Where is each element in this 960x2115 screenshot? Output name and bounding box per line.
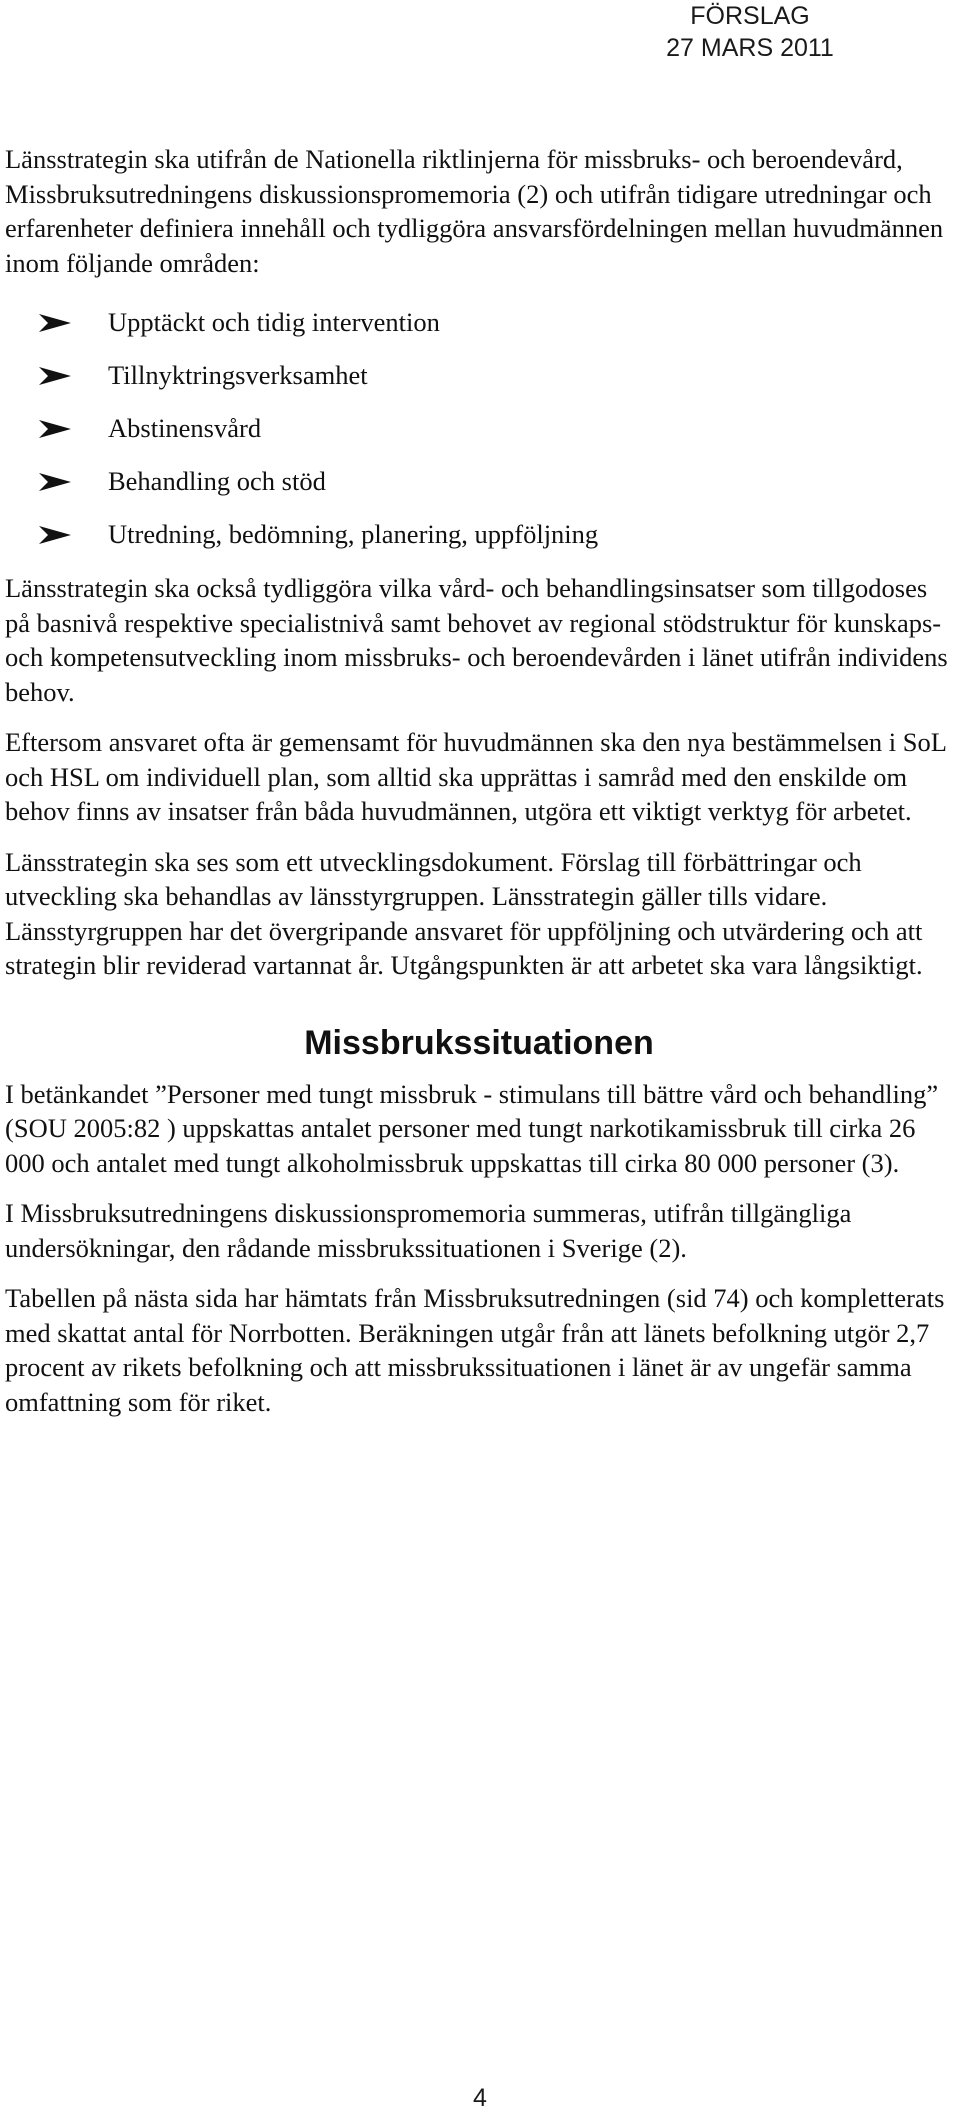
section-heading: Missbrukssituationen	[304, 1023, 654, 1062]
intro-paragraph: Länsstrategin ska utifrån de Nationella riktlinjerna för missbruks- och beroendevård, Missbruksutredningens diskussionspromemoria (2) och utifrån tidigare utredningar och erfarenheter definiera innehåll och tydliggöra ansvarsfördelningen mellan huvudmännen inom följande områden:	[5, 144, 944, 278]
list-item-label: Upptäckt och tidig intervention	[108, 307, 440, 338]
header-status: FÖRSLAG	[690, 2, 810, 30]
list-item	[5, 455, 953, 508]
list-item	[5, 508, 953, 561]
document-body	[5, 142, 953, 1435]
list-item	[5, 402, 953, 455]
arrowhead-bullet-icon	[37, 313, 73, 333]
arrowhead-bullet-icon	[37, 419, 73, 439]
arrowhead-bullet-icon	[37, 366, 73, 386]
paragraph-treatment-levels: Länsstrategin ska också tydliggöra vilka vård- och behandlingsinsatser som tillgodoses på basnivå respektive specialistnivå samt behovet av regional stödstruktur för kunskaps- och kompetensutveckling inom missbruks- och beroendevården i länet utifrån individens behov.	[5, 573, 948, 707]
list-item	[5, 296, 953, 349]
arrowhead-bullet-icon	[37, 472, 73, 492]
list-item-label: Tillnyktringsverksamhet	[108, 360, 368, 391]
arrowhead-bullet-icon	[37, 525, 73, 545]
focus-areas-list	[5, 296, 953, 561]
page-header	[600, 0, 900, 64]
page-number: 4	[473, 2084, 487, 2112]
paragraph-sou-estimate: I betänkandet ”Personer med tungt missbruk - stimulans till bättre vård och behandling” (SOU 2005:82 ) uppskattas antalet personer med tungt narkotikamissbruk till cirka 26 000 och antalet med tungt alkoholmissbruk uppskattas till cirka 80 000 personer (3).	[5, 1078, 939, 1178]
paragraph-memo-summary: I Missbruksutredningens diskussionspromemoria summeras, utifrån tillgängliga undersökningar, den rådande missbrukssituationen i Sverige (2).	[5, 1198, 852, 1263]
list-item	[5, 349, 953, 402]
paragraph-development-document: Länsstrategin ska ses som ett utvecklingsdokument. Förslag till förbättringar och utveckling ska behandlas av länsstyrgruppen. Länsstrategin gäller tills vidare. Länsstyrgruppen har det övergripande ansvaret för uppföljning och utvärdering och att strategin blir reviderad vartannat år. Utgångspunkten är att arbetet ska vara långsiktigt.	[5, 846, 923, 980]
list-item-label: Behandling och stöd	[108, 466, 326, 497]
list-item-label: Abstinensvård	[108, 413, 262, 444]
paragraph-individual-plan: Eftersom ansvaret ofta är gemensamt för huvudmännen ska den nya bestämmelsen i SoL och HSL om individuell plan, som alltid ska upprättas i samråd med den enskilde om behov finns av insatser från båda huvudmännen, utgöra ett viktigt verktyg för arbetet.	[5, 727, 946, 826]
paragraph-table-source: Tabellen på nästa sida har hämtats från Missbruksutredningen (sid 74) och kompletterats med skattat antal för Norrbotten. Beräkningen utgår från att länets befolkning utgör 2,7 procent av rikets befolkning och att missbrukssituationen i länet är av ungefär samma omfattning som för riket.	[5, 1283, 945, 1417]
header-date: 27 MARS 2011	[666, 34, 834, 62]
list-item-label: Utredning, bedömning, planering, uppföljning	[108, 519, 599, 550]
